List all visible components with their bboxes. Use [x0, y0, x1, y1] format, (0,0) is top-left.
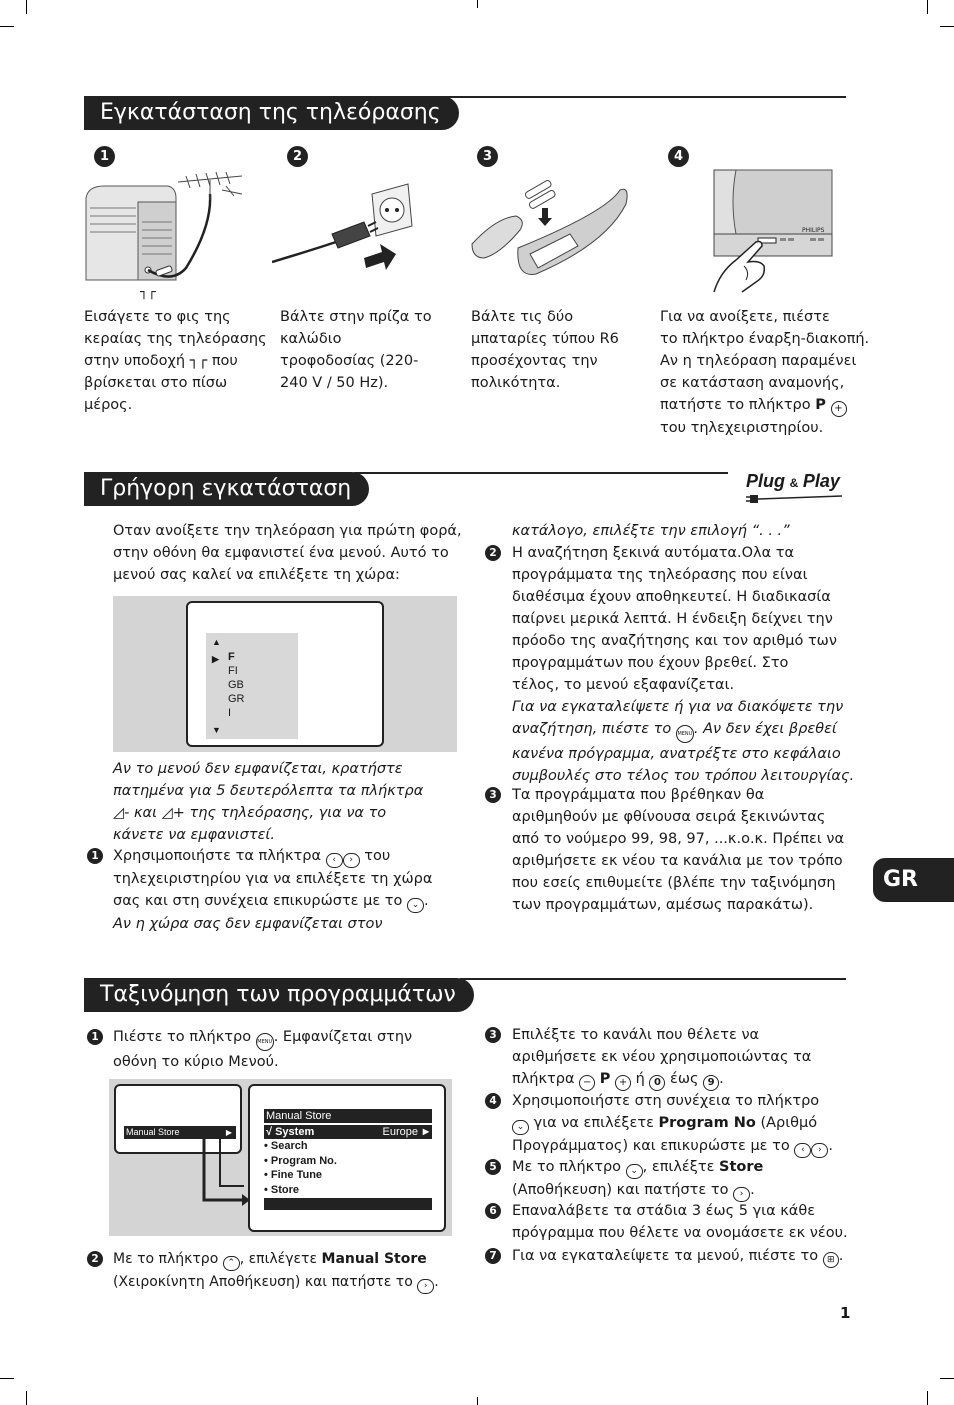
right-key-icon: ›	[417, 1279, 434, 1294]
tv-power-button-illustration	[706, 168, 834, 294]
step-line: αριθμηθούν με φθίνουσα σειρά ξεκινώντας	[512, 809, 826, 825]
step-line: , επιλέγετε	[239, 1251, 318, 1267]
step-line: προγράμματα της τηλεόρασης που είναι	[512, 567, 808, 583]
down-key-icon: ⌄	[407, 898, 424, 913]
logo-play-text: Play	[802, 471, 840, 491]
intro-line: μενού σας καλεί να επιλέξετε τη χώρα:	[113, 567, 400, 583]
right-key-icon: ›	[343, 853, 360, 868]
p-key-label: P	[599, 1071, 611, 1087]
minus-key-icon: −	[579, 1075, 595, 1091]
step-number: 2	[87, 1251, 103, 1267]
step-line: έως	[670, 1071, 699, 1087]
plug-and-play-logo	[746, 470, 856, 510]
step-number: 6	[485, 1203, 501, 1219]
plug-icon	[746, 492, 846, 506]
step-line: διαθέσιμα έχουν αποθηκευτεί. Η διαδικασία	[512, 589, 831, 605]
step-line: Για να εγκαταλείψετε τα μενού, πιέστε το	[512, 1248, 819, 1264]
step-line: πλήκτρα	[512, 1071, 575, 1087]
step-text-line: πολικότητα.	[471, 375, 561, 391]
section-title-sort-programs: Ταξινόμηση των προγραμμάτων	[84, 978, 474, 1012]
country-item[interactable]: F	[228, 651, 235, 663]
manual-store-title: Manual Store	[264, 1109, 432, 1123]
crop-mark	[26, 0, 27, 14]
crop-mark	[0, 1378, 14, 1379]
crop-mark	[940, 26, 954, 27]
down-key-icon: ⌄	[512, 1120, 529, 1135]
step-line: πρόοδο της αναζήτησης και τον αριθμό των	[512, 633, 837, 649]
step-line: (Χειροκίνητη Αποθήκευση) και πατήστε το	[113, 1274, 413, 1290]
crop-mark	[477, 1397, 478, 1405]
submenu-arrow-icon: ▶	[422, 1127, 429, 1136]
country-item[interactable]: GB	[228, 679, 244, 691]
menu-connector-arrow	[190, 1130, 252, 1206]
step-text-line: Αν η τηλεόραση παραμένει	[660, 353, 857, 369]
step-number: 1	[94, 146, 115, 167]
step-text-line: κεραίας της τηλεόρασης	[84, 331, 267, 347]
step-text-line: μέρος.	[84, 397, 133, 413]
step-line: οθόνη το κύριο Μενού.	[113, 1054, 279, 1070]
selection-arrow-icon: ▶	[212, 654, 219, 664]
country-item[interactable]: FI	[228, 665, 238, 677]
menu-item-label: Manual Store	[126, 1127, 180, 1137]
country-list	[206, 633, 298, 739]
step-line: από το νούμερο 99, 98, 97, ...κ.ο.κ. Πρέπει να	[512, 831, 845, 847]
step-line: .	[719, 1071, 724, 1087]
note-line: κάνετε να εμφανιστεί.	[113, 827, 275, 843]
step-line: Τα προγράμματα που βρέθηκαν θα	[512, 787, 765, 803]
step-line: Η αναζήτηση ξεκινά αυτόματα.Ολα τα	[512, 545, 795, 561]
step-line: .	[828, 1138, 833, 1154]
step-line: .	[424, 893, 429, 909]
step-text-line: που	[211, 353, 238, 369]
step-text-line: Εισάγετε το φις της	[84, 309, 231, 325]
scroll-down-icon: ▼	[212, 725, 221, 735]
step-line: .	[750, 1182, 755, 1198]
step-text-line: σε κατάσταση αναμονής,	[660, 375, 845, 391]
step-line: Με το πλήκτρο	[113, 1251, 219, 1267]
step-text-line: μπαταρίες τύπου R6	[471, 331, 619, 347]
step-text-line: στην υποδοχή	[84, 353, 186, 369]
step-line: Χρησιμοποιήστε στη συνέχεια το πλήκτρο	[512, 1093, 820, 1109]
step-number: 3	[477, 146, 498, 167]
step-line: αριθμήσετε εκ νέου τα κανάλια με τον τρόπο	[512, 853, 843, 869]
crop-mark	[927, 1391, 928, 1405]
intro-line: στην οθόνη θα εμφανιστεί ένα μενού. Αυτό το	[113, 545, 449, 561]
crop-mark	[927, 0, 928, 14]
power-plug-illustration	[272, 180, 442, 280]
step-line: του	[364, 848, 391, 864]
header-rule	[354, 472, 728, 474]
up-key-icon: ⌃	[223, 1256, 240, 1271]
step-text-line: 240 V / 50 Hz).	[280, 375, 389, 391]
menu-item-value: Europe	[382, 1126, 418, 1138]
crop-mark	[477, 0, 478, 8]
step-line: Επαναλάβετε τα στάδια 3 έως 5 για κάθε	[512, 1203, 816, 1219]
step-line: αριθμήσετε εκ νέου χρησιμοποιώντας τα	[512, 1049, 812, 1065]
menu-item-search[interactable]: • Search	[264, 1140, 308, 1152]
manual-store-term: Manual Store	[321, 1251, 427, 1267]
step-line: πρόγραμμα που θέλετε να ονομάσετε εκ νέου.	[512, 1225, 848, 1241]
right-key-icon: ›	[733, 1187, 750, 1202]
step-line: κανένα πρόγραμμα, ανατρέξτε στο κεφάλαιο	[512, 746, 841, 762]
step-line: αναζήτηση, πιέστε το	[512, 721, 672, 737]
step-line: παίρνει μερικά λεπτά. Η ένδειξη δείχνει την	[512, 611, 833, 627]
language-tab: GR	[873, 858, 954, 902]
step-line: που εσείς επιθυμείτε (βλέπε την ταξινόμηση	[512, 875, 836, 891]
volume-down-icon: ◿	[113, 805, 125, 821]
step-line: (Αποθήκευση) και πατήστε το	[512, 1182, 729, 1198]
step-line: (Αριθμό	[760, 1115, 818, 1131]
header-rule	[460, 978, 846, 980]
submenu-arrow-icon: ▶	[225, 1128, 232, 1137]
plus-key-icon: +	[615, 1075, 631, 1091]
step-line: των προγραμμάτων, αμέσως παρακάτω).	[512, 897, 814, 913]
step-text-line: πατήστε το πλήκτρο	[660, 397, 811, 413]
manual-store-screen	[248, 1084, 446, 1232]
step-text-line: Βάλτε τις δύο	[471, 309, 574, 325]
step-line: Χρησιμοποιήστε τα πλήκτρα	[113, 848, 322, 864]
step-line: τέλος, το μενού εξαφανίζεται.	[512, 677, 735, 693]
plus-key-icon: +	[831, 401, 847, 417]
menu-item-store[interactable]: • Store	[264, 1183, 300, 1196]
crop-mark	[0, 26, 14, 27]
crop-mark	[26, 1391, 27, 1405]
svg-text:┐┌: ┐┌	[140, 285, 156, 300]
step-line: . Εμφανίζεται στην	[273, 1029, 413, 1045]
step-line: Για να εγκαταλείψετε ή για να διακόψετε την	[512, 699, 844, 715]
step-text-line: βρίσκεται στο πίσω	[84, 375, 228, 391]
logo-amp-text: &	[789, 476, 799, 490]
menu-item-program-no[interactable]: • Program No.	[264, 1154, 337, 1167]
step-number: 3	[485, 1027, 501, 1043]
step-number: 4	[485, 1093, 501, 1109]
step-line: Πιέστε το πλήκτρο	[113, 1029, 252, 1045]
digit-0-key: 0	[649, 1075, 665, 1091]
note-line: - και	[124, 805, 158, 821]
step-line: Προγράμματος) και επικυρώστε με το	[512, 1138, 790, 1154]
step1-continued: κατάλογο, επιλέξτε την επιλογή “. . .”	[512, 523, 790, 539]
left-key-icon: ‹	[326, 853, 343, 868]
step-line: . Αν δεν έχει βρεθεί	[693, 721, 837, 737]
step-text-line: του τηλεχειριστηρίου.	[660, 420, 824, 436]
menu-item-system[interactable]	[264, 1125, 432, 1139]
step-number: 1	[87, 848, 103, 864]
down-key-icon: ⌄	[626, 1164, 643, 1179]
logo-plug-text: Plug	[746, 471, 785, 491]
step-line: για να επιλέξετε	[533, 1115, 654, 1131]
step-number: 3	[485, 787, 501, 803]
menu-status-bar	[264, 1198, 432, 1210]
right-key-icon: ›	[811, 1143, 828, 1158]
intro-line: Οταν ανοίξετε την τηλεόραση για πρώτη φορά,	[113, 523, 462, 539]
step-line: σας και στη συνέχεια επικυρώστε με το	[113, 893, 403, 909]
step-line: Αν η χώρα σας δεν εμφανίζεται στον	[113, 916, 383, 932]
svg-text:PHILIPS: PHILIPS	[802, 227, 825, 234]
step-line: συμβουλές στο τέλος του τρόπου λειτουργίας.	[512, 768, 855, 784]
remote-batteries-illustration	[466, 174, 636, 284]
note-line: πατημένα για 5 δευτερόλεπτα τα πλήκτρα	[113, 783, 424, 799]
menu-item-label: √ System	[266, 1126, 315, 1138]
step-number: 4	[668, 146, 689, 167]
step-text-line: προσέχοντας την	[471, 353, 598, 369]
step-line: προγραμμάτων που έχουν βρεθεί. Στο	[512, 655, 789, 671]
step-number: 1	[87, 1029, 103, 1045]
p-key-label: P	[815, 397, 826, 413]
step-text-line: καλώδιο	[280, 331, 342, 347]
country-item[interactable]: I	[228, 707, 232, 719]
section-title-quick-install: Γρήγορη εγκατάσταση	[84, 472, 369, 506]
step-line: , επιλέξτε	[642, 1159, 715, 1175]
section-title-installation: Εγκατάσταση της τηλεόρασης	[84, 96, 459, 130]
left-key-icon: ‹	[794, 1143, 811, 1158]
step-number: 5	[485, 1159, 501, 1175]
step-text-line: Για να ανοίξετε, πιέστε	[660, 309, 830, 325]
step-line: ή	[635, 1071, 645, 1087]
volume-up-icon: ◿	[161, 805, 173, 821]
step-number: 2	[287, 146, 308, 167]
exit-key-icon: ⊞	[823, 1252, 839, 1268]
store-term: Store	[719, 1159, 764, 1175]
country-menu-screen	[186, 601, 384, 747]
tv-antenna-illustration	[82, 172, 252, 300]
header-rule	[440, 96, 846, 98]
page-number: 1	[840, 1304, 851, 1322]
country-item[interactable]: GR	[228, 693, 245, 705]
step-line: .	[838, 1248, 844, 1264]
menu-key-icon: MENU	[256, 1033, 274, 1051]
crop-mark	[940, 1378, 954, 1379]
step-line: Επιλέξτε το κανάλι που θέλετε να	[512, 1027, 760, 1043]
step-line: Με το πλήκτρο	[512, 1159, 622, 1175]
step-number: 7	[485, 1248, 501, 1264]
step-text-line: Βάλτε στην πρίζα το	[280, 309, 432, 325]
scroll-up-icon: ▲	[212, 637, 221, 647]
step-number: 2	[485, 545, 501, 561]
step-text-line: τροφοδοσίας (220-	[280, 353, 419, 369]
menu-item-fine-tune[interactable]: • Fine Tune	[264, 1169, 323, 1181]
step-line: τηλεχειριστηρίου για να επιλέξετε τη χώρα	[113, 871, 433, 887]
digit-9-key: 9	[703, 1075, 719, 1091]
step-line: .	[434, 1274, 439, 1290]
program-no-term: Program No	[658, 1115, 756, 1131]
note-line: Αν το μενού δεν εμφανίζεται, κρατήστε	[113, 761, 403, 777]
menu-key-icon: MENU	[676, 725, 694, 743]
antenna-socket-icon: ┐┌	[189, 353, 208, 369]
note-line: + της τηλεόρασης, για να το	[172, 805, 387, 821]
step-text-line: το πλήκτρο έναρξη-διακοπή.	[660, 331, 870, 347]
